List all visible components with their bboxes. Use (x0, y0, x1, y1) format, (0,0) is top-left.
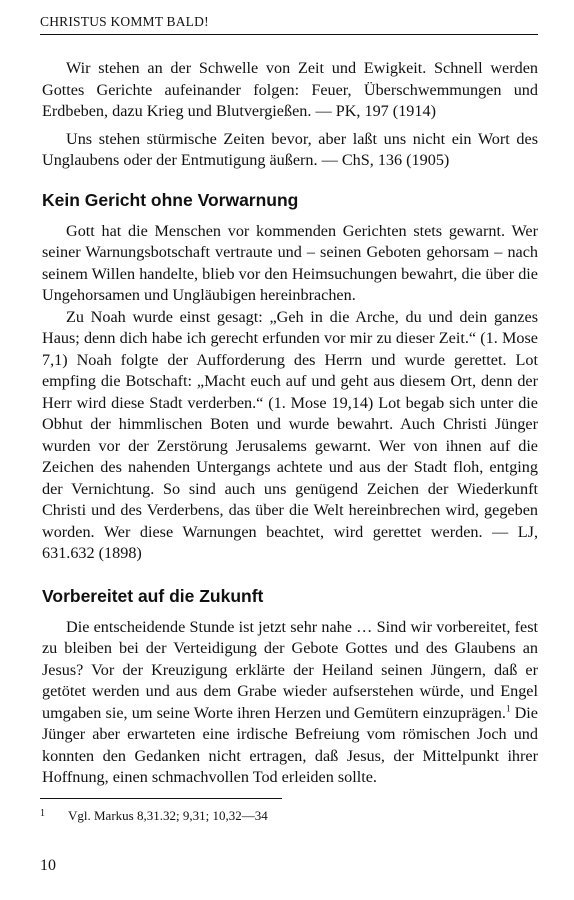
footnote-divider (40, 798, 282, 799)
section-heading: Kein Gericht ohne Vorwarnung (42, 189, 299, 210)
paragraph-text: Die Jünger aber erwarteten eine irdische Befreiung vom römischen Joch und konnten den Gedanken nicht ertragen, daß Jesus, der Mittelpunkt ihrer Hoffnung, einen schmachvollen Tod erleiden sollte. (42, 703, 538, 786)
paragraph-text: Die entscheidende Stunde ist jetzt sehr nahe … Sind wir vorbereitet, fest zu bleiben bei der Verteidigung der Gebote Gottes und des Glaubens an Jesus? Vor der Kreuzigung erklärte der Heiland seinen Jüngern, daß er getötet werden und aus dem Grabe wieder aufserstehen würde, und Engel umgaben sie, um seine Worte ihren Herzen und Gemütern einzuprägen. (42, 617, 538, 722)
running-head: CHRISTUS KOMMT BALD! (40, 14, 538, 35)
paragraph (42, 617, 538, 789)
footnote-number: 1 (40, 808, 45, 819)
footnote-reference: 1 (505, 703, 511, 714)
paragraph: Wir stehen an der Schwelle von Zeit und Ewigkeit. Schnell werden Gottes Gerichte aufeinander folgen: Feuer, Überschwemmungen und Erdbeben, dazu Krieg und Blutvergießen. — PK, 197 (1914) (42, 59, 538, 120)
paragraph: Zu Noah wurde einst gesagt: „Geh in die Arche, du und dein ganzes Haus; denn dich habe ich gerecht erfunden vor mir zu dieser Zeit.“ (1. Mose 7,1) Noah folgte der Aufforderung des Herrn und wurde gerettet. Lot empfing die Botschaft: „Macht euch auf und geht aus diesem Ort, denn der Herr wird diese Stadt verderben.“ (1. Mose 19,14) Lot begab sich unter die Obhut der himmlischen Boten und wurde bewahrt. Auch Christi Jünger wurden vor der Zerstörung Jerusalems gewarnt. Wer von ihnen auf die Zeichen des nahenden Untergangs achtete und aus der Stadt floh, entging der Vernichtung. So sind auch uns genügend Zeichen der Wiederkunft Christi und des Verderbens, das über die Welt hereinbrechen wird, gegeben worden. Wer diese Warnungen beachtet, wird gerettet werden. — LJ, 631.632 (1898) (42, 307, 538, 562)
page-body (42, 58, 538, 795)
footnote (40, 808, 538, 824)
paragraph: Gott hat die Menschen vor kommenden Gerichten stets gewarnt. Wer seiner Warnungsbotschaft vertraute und – seinen Geboten gehorsam – nach seinem Willen handelte, blieb vor den Heimsuchungen bewahrt, die über die Ungehorsamen und Ungläubigen hereinbrachen. (42, 221, 538, 304)
page-number: 10 (40, 857, 56, 874)
paragraph: Uns stehen stürmische Zeiten bevor, aber laßt uns nicht ein Wort des Unglaubens oder der Entmutigung äußern. — ChS, 136 (1905) (42, 129, 538, 169)
footnote-text: Vgl. Markus 8,31.32; 9,31; 10,32—34 (68, 808, 268, 823)
section-heading: Vorbereitet auf die Zukunft (42, 585, 264, 606)
